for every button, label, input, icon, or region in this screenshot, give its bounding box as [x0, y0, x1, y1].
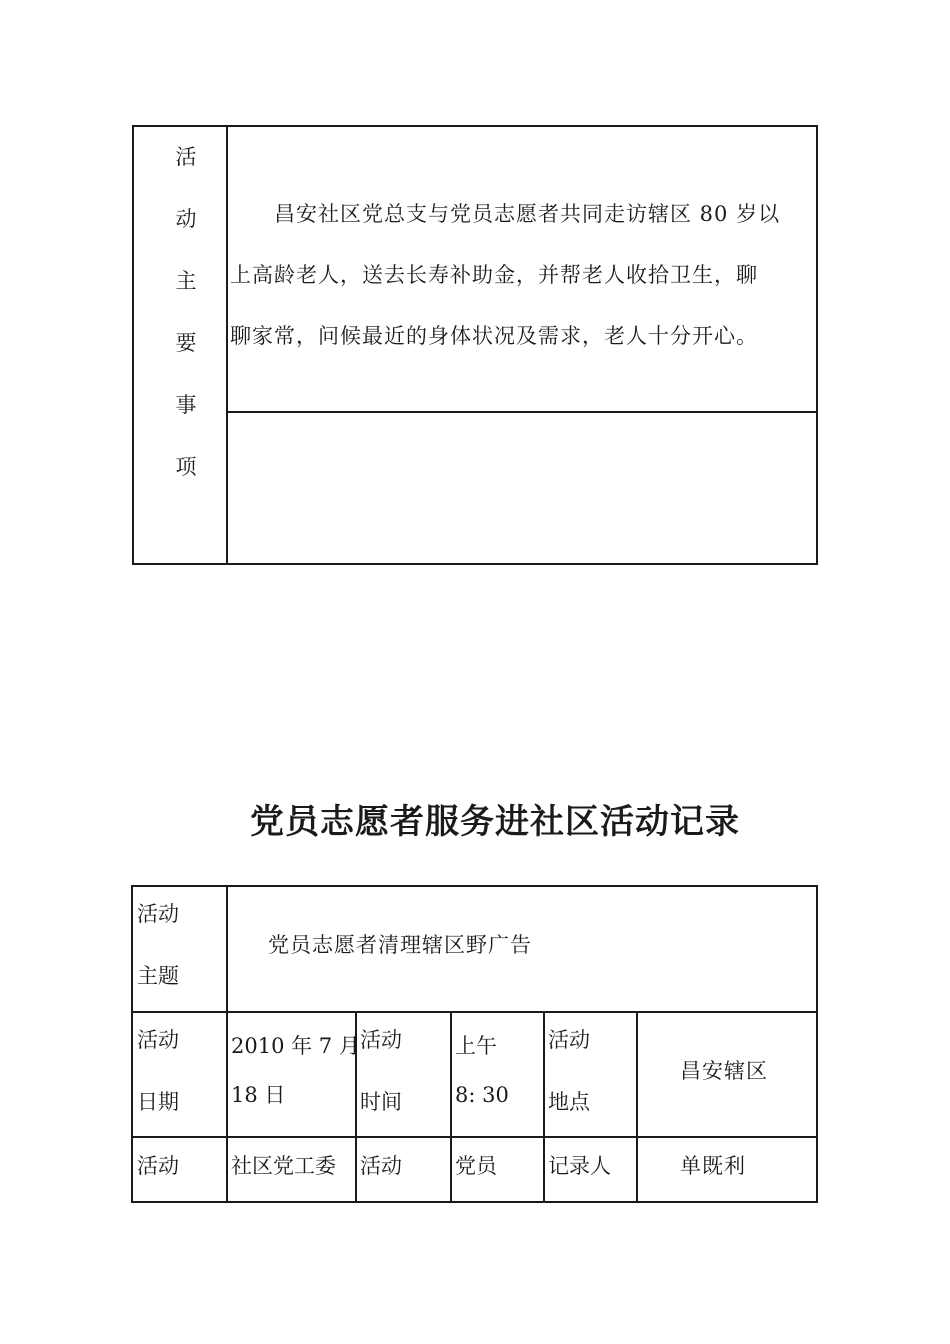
table-border: [636, 1011, 638, 1203]
vertical-label-char: 事: [175, 393, 197, 417]
participants-value: 党员: [455, 1154, 497, 1178]
content-line: 聊家常，问候最近的身体状况及需求，老人十分开心。: [230, 324, 758, 348]
date-value: 2010 年 7 月: [231, 1034, 360, 1058]
participants-label: 活动: [360, 1154, 402, 1178]
vertical-label-char: 活: [175, 145, 197, 169]
table-border: [131, 1201, 818, 1203]
activity-content: [230, 184, 815, 367]
vertical-label-char: 项: [175, 455, 197, 479]
vertical-label-char: 主: [175, 269, 197, 293]
recorder-value: 单既利: [680, 1154, 746, 1178]
date-label: 日期: [137, 1090, 179, 1114]
time-value: 上午: [455, 1034, 497, 1058]
theme-label: 主题: [137, 964, 179, 988]
table-border: [226, 125, 228, 565]
vertical-label-char: 动: [175, 207, 197, 231]
table-border: [816, 885, 818, 1203]
theme-label: 活动: [137, 902, 179, 926]
time-label: 时间: [360, 1090, 402, 1114]
table-border: [543, 1011, 545, 1203]
table-border: [450, 1011, 452, 1203]
vertical-label-char: 要: [175, 331, 197, 355]
recorder-label: 记录人: [548, 1154, 611, 1178]
date-value: 18 日: [231, 1083, 286, 1107]
time-value: 8: 30: [455, 1083, 509, 1107]
table-border: [131, 885, 133, 1203]
table-border: [132, 125, 818, 127]
theme-value: 党员志愿者清理辖区野广告: [268, 933, 532, 957]
table-border: [132, 563, 818, 565]
organizer-label: 活动: [137, 1154, 179, 1178]
table-border: [816, 125, 818, 565]
table-border: [133, 1136, 816, 1138]
page-title: 党员志愿者服务进社区活动记录: [250, 802, 740, 842]
content-line: 昌安社区党总支与党员志愿者共同走访辖区 80 岁以: [230, 202, 781, 226]
table-border: [228, 411, 816, 413]
date-label: 活动: [137, 1028, 179, 1052]
table-border: [131, 885, 818, 887]
table-border: [132, 125, 134, 565]
place-label: 活动: [548, 1028, 590, 1052]
organizer-value: 社区党工委: [231, 1154, 336, 1178]
content-line: 上高龄老人，送去长寿补助金，并帮老人收拾卫生，聊: [230, 263, 758, 287]
time-label: 活动: [360, 1028, 402, 1052]
table-border: [133, 1011, 816, 1013]
place-value: 昌安辖区: [680, 1059, 768, 1083]
place-label: 地点: [548, 1090, 590, 1114]
table-border: [226, 885, 228, 1203]
